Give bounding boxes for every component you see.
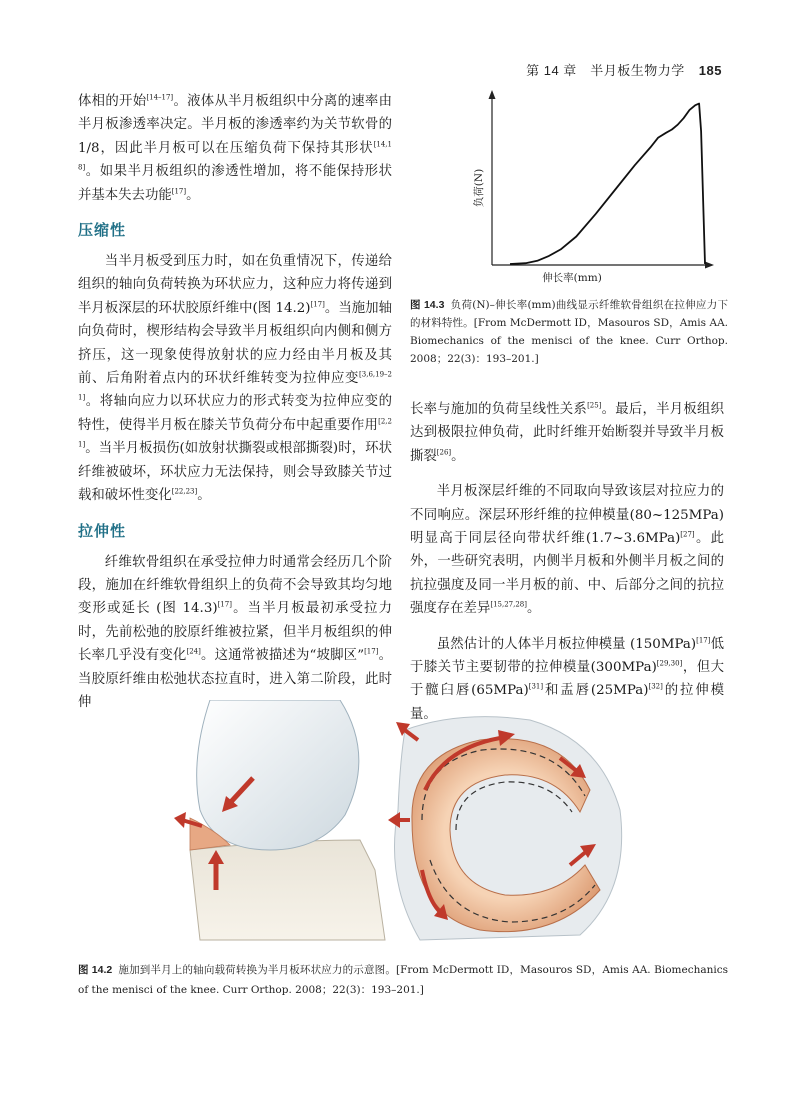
figure-14-3-caption-text: 负荷(N)–伸长率(mm)曲线显示纤维软骨组织在拉伸应力下的材料特性。[From McDermott ID，Masouros SD，Amis AA. Biomechanics of the menisci of the knee. Curr Orthop. 2008；22(3)：193–201.]	[410, 299, 728, 365]
load-elongation-curve	[510, 104, 705, 264]
femoral-condyle	[197, 700, 359, 850]
section-heading-tension: 拉伸性	[78, 522, 127, 540]
figure-14-3-label: 图 14.3	[410, 299, 445, 311]
tibia-plateau	[190, 840, 385, 940]
figure-14-2-caption	[78, 960, 728, 1000]
page-number: 185	[698, 63, 722, 78]
figure-14-2-label: 图 14.2	[78, 964, 113, 976]
right-paragraph-2: 半月板深层纤维的不同取向导致该层对拉应力的不同响应。深层环形纤维的拉伸模量(80~125MPa)明显高于同层径向带状纤维(1.7~3.6MPa)[27]。此外，一些研究表明，内侧半月板和外侧半月板之间的抗拉强度及同一半月板的前、中、后部分之间的抗拉强度存在差异[15,27,28]。	[410, 484, 724, 617]
left-column	[78, 90, 392, 714]
tension-paragraph: 纤维软骨组织在承受拉伸力时通常会经历几个阶段，施加在纤维软骨组织上的负荷不会导致其均匀地变形或延长 (图 14.3)[17]。当半月板最初承受拉力时，先前松弛的胶原纤维被拉紧，但半月板组织的伸长率几乎没有变化[24]。这通常被描述为“坡脚区”[17]。当胶原纤维由松弛状态拉直时，进入第二阶段，此时伸	[78, 554, 392, 710]
meniscus-hoop-stress-illustration	[160, 700, 630, 945]
right-paragraph-3: 虽然估计的人体半月板拉伸模量 (150MPa)[17]低于膝关节主要韧带的拉伸模量(300MPa)[29,30]，但大于髋臼唇(65MPa)[31]和盂唇(25MPa)[32]的拉伸模量。	[410, 636, 725, 722]
meniscus-top-view	[388, 717, 622, 940]
right-column	[410, 398, 724, 726]
radial-arrow-left-icon	[388, 812, 400, 828]
figure-14-3-caption	[410, 296, 728, 368]
section-heading-compression: 压缩性	[78, 222, 127, 240]
y-axis	[489, 90, 496, 265]
chapter-title: 第 14 章 半月板生物力学	[526, 63, 685, 78]
compression-paragraph: 当半月板受到压力时，如在负重情况下，传递给组织的轴向负荷转换为环状应力，这种应力将传递到半月板深层的环状胶原纤维中(图 14.2)[17]。当施加轴向负荷时，楔形结构会导致半月板组织向内侧和侧方挤压，这一现象使得放射状的应力经由半月板及其前、后角附着点内的环状纤维转变为拉伸应变[3,6,19–21]。将轴向应力以环状应力的形式转变为拉伸应变的特性，使得半月板在膝关节负荷分布中起重要作用[2,21]。当半月板损伤(如放射状撕裂或根部撕裂)时，环状纤维被破坏，环状应力无法保持，则会导致膝关节过载和破坏性变化[22,23]。	[78, 254, 392, 504]
y-axis-label: 负荷(N)	[473, 168, 485, 208]
figure-14-2-caption-text: 施加到半月上的轴向载荷转换为半月板环状应力的示意图。[From McDermott ID，Masouros SD，Amis AA. Biomechanics of the menisci of the knee. Curr Orthop. 2008；22(3)：193–201.]	[78, 964, 729, 996]
arrow-outward-icon	[174, 812, 186, 828]
load-elongation-chart	[410, 88, 730, 288]
right-paragraph-1: 长率与施加的负荷呈线性关系[25]。最后，半月板组织达到极限拉伸负荷，此时纤维开始断裂并导致半月板撕裂[26]。	[410, 401, 725, 464]
x-axis-label: 伸长率(mm)	[542, 272, 602, 284]
running-head	[526, 60, 722, 79]
intro-paragraph: 体相的开始[14–17]。液体从半月板组织中分离的速率由半月板渗透率决定。半月板的渗透率约为关节软骨的1/8，因此半月板可以在压缩负荷下保持其形状[14,18]。如果半月板组织的渗透性增加，将不能保持形状并基本失去功能[17]。	[78, 93, 393, 203]
knee-sagittal-view	[174, 700, 385, 940]
